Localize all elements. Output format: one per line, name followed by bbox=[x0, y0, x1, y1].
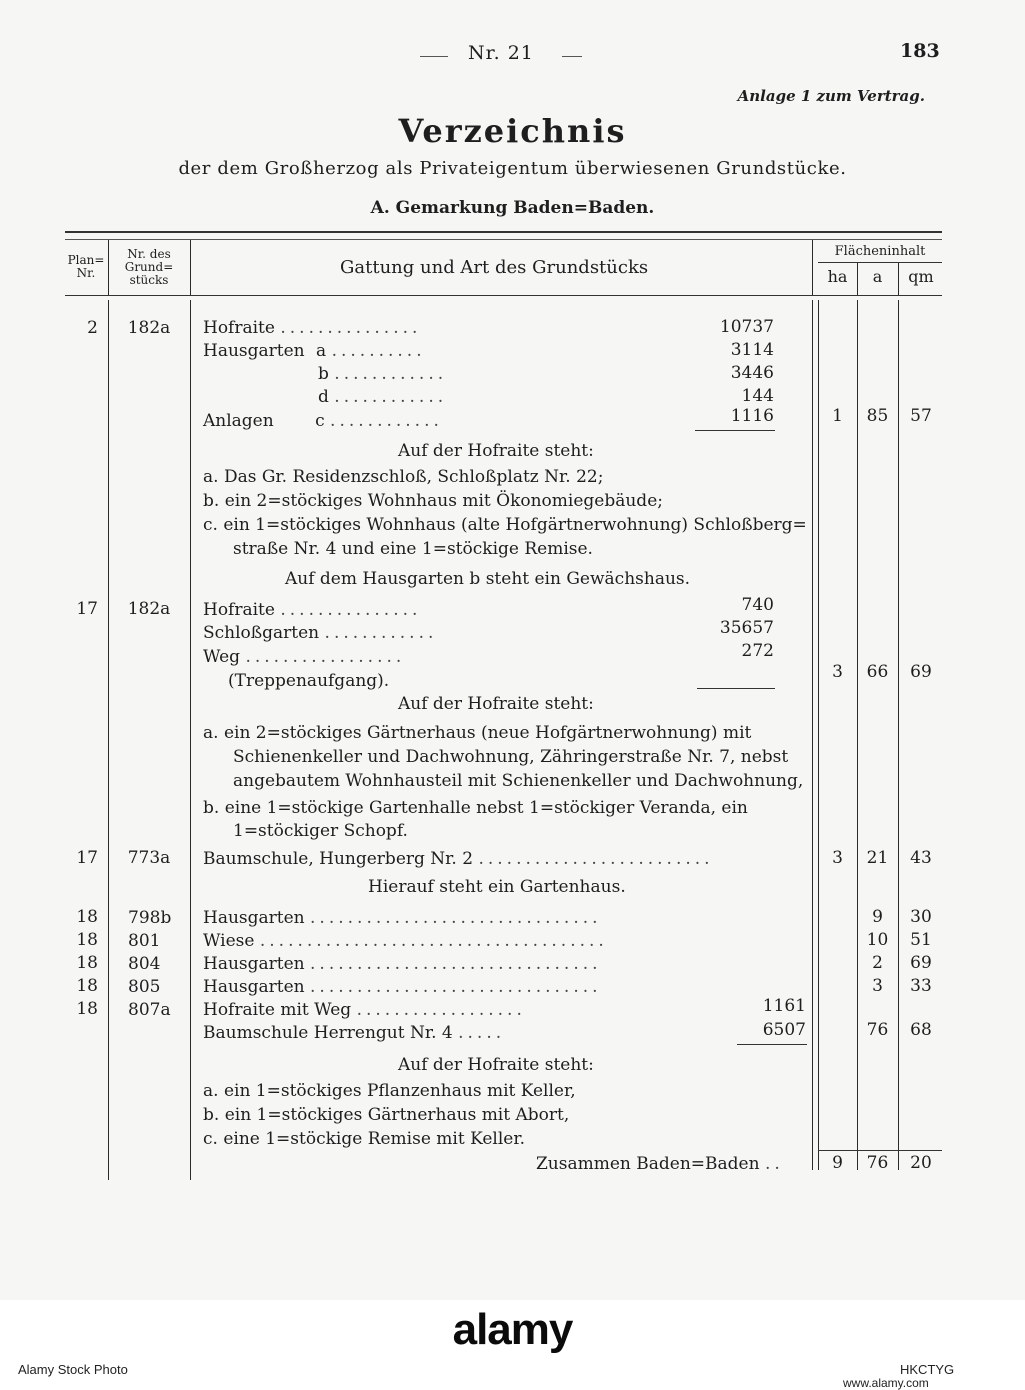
g2-sum-rule bbox=[697, 688, 775, 689]
header-ha: ha bbox=[827, 267, 848, 286]
small-row-1: Hausgarten ............................... bbox=[203, 908, 602, 928]
g2-row-1: Hofraite ............... bbox=[203, 600, 422, 620]
g3-qm: 43 bbox=[910, 848, 932, 868]
g1-row-3: b ............ bbox=[318, 364, 448, 384]
page-subtitle: der dem Großherzog als Privateigentum überwiesenen Grundstücke. bbox=[178, 158, 847, 179]
g2-note-b: b. eine 1=stöckige Gartenhalle nebst 1=stöckiger Veranda, ein bbox=[203, 798, 748, 818]
g1-note-c2: straße Nr. 4 und eine 1=stöckige Remise. bbox=[233, 539, 593, 559]
header-dash-left bbox=[420, 56, 448, 57]
g1-value-4: 144 bbox=[741, 386, 774, 406]
g2-note-a: a. ein 2=stöckiges Gärtnerhaus (neue Hofgärtnerwohnung) mit bbox=[203, 723, 752, 743]
g1-value-2: 3114 bbox=[730, 340, 774, 360]
g2-value-1: 740 bbox=[741, 595, 774, 615]
small-row-1-plan: 18 bbox=[76, 907, 98, 927]
small-row-1-qm: 30 bbox=[910, 907, 932, 927]
g4-value-1: 1161 bbox=[762, 996, 806, 1016]
g4-row-1: Hofraite mit Weg .................. bbox=[203, 1000, 526, 1020]
g4-plan: 18 bbox=[76, 999, 98, 1019]
small-row-2: Wiese ..................................... bbox=[203, 931, 608, 951]
col-divider-nr-body bbox=[190, 300, 191, 1180]
table-header-rule bbox=[65, 295, 942, 296]
g2-ha: 3 bbox=[832, 662, 843, 682]
g1-row-2: Hausgarten a .......... bbox=[203, 341, 426, 361]
small-row-2-plan: 18 bbox=[76, 930, 98, 950]
g1-a: 85 bbox=[866, 406, 889, 426]
header-a: a bbox=[872, 267, 883, 286]
g4-note-c: c. eine 1=stöckige Remise mit Keller. bbox=[203, 1129, 525, 1149]
col-divider-gattung-body-2 bbox=[818, 300, 819, 1170]
g1-value-3: 3446 bbox=[730, 363, 774, 383]
small-row-3-qm: 69 bbox=[910, 953, 932, 973]
g1-row-4: d ............ bbox=[318, 387, 448, 407]
g1-note-head: Auf der Hofraite steht: bbox=[398, 441, 594, 461]
small-row-2-a: 10 bbox=[866, 930, 889, 950]
g4-row-2: Baumschule Herrengut Nr. 4 ..... bbox=[203, 1023, 506, 1043]
g4-sum-rule bbox=[737, 1044, 807, 1045]
stock-label: Alamy Stock Photo bbox=[18, 1362, 128, 1377]
g4-note-b: b. ein 1=stöckiges Gärtnerhaus mit Abort, bbox=[203, 1105, 570, 1125]
header-dash-right bbox=[562, 56, 582, 57]
small-row-4: Hausgarten ............................... bbox=[203, 977, 602, 997]
image-id: HKCTYG bbox=[900, 1362, 955, 1377]
col-divider-plan bbox=[108, 240, 109, 295]
small-row-4-a: 3 bbox=[872, 976, 883, 996]
small-row-3-plan: 18 bbox=[76, 953, 98, 973]
g4-nr: 807a bbox=[128, 1000, 171, 1020]
g4-qm: 68 bbox=[910, 1020, 932, 1040]
header-flaeche: Flächeninhalt bbox=[834, 244, 926, 259]
g1-note-2: Auf dem Hausgarten b steht ein Gewächshaus. bbox=[285, 569, 691, 589]
small-row-4-nr: 805 bbox=[128, 977, 161, 997]
col-divider-gattung bbox=[812, 240, 813, 295]
g2-value-2: 35657 bbox=[719, 618, 774, 638]
g1-plan: 2 bbox=[87, 318, 98, 338]
small-row-4-qm: 33 bbox=[910, 976, 932, 996]
watermark-logo: alamy bbox=[452, 1305, 573, 1354]
g3-row: Baumschule, Hungerberg Nr. 2 ......................... bbox=[203, 849, 714, 869]
total-rule bbox=[818, 1150, 942, 1151]
header-grundstueck: Nr. des Grund= stücks bbox=[124, 247, 174, 287]
g4-a: 76 bbox=[866, 1020, 889, 1040]
total-row: Zusammen Baden=Baden .. bbox=[536, 1154, 784, 1174]
g4-value-2: 6507 bbox=[762, 1020, 806, 1040]
g1-note-a: a. Das Gr. Residenzschloß, Schloßplatz Nr. 22; bbox=[203, 467, 604, 487]
col-divider-gattung-body bbox=[812, 300, 813, 1170]
g2-row-2: Schloßgarten ............ bbox=[203, 623, 438, 643]
total-ha: 9 bbox=[832, 1153, 843, 1173]
page-title: Verzeichnis bbox=[398, 112, 627, 150]
g2-a: 66 bbox=[866, 662, 889, 682]
g1-row-1: Hofraite ............... bbox=[203, 318, 422, 338]
g1-row-5: Anlagen c ............ bbox=[203, 411, 443, 431]
g1-note-b: b. ein 2=stöckiges Wohnhaus mit Ökonomiegebäude; bbox=[203, 491, 663, 511]
g2-note-head: Auf der Hofraite steht: bbox=[398, 694, 594, 714]
g3-note: Hierauf steht ein Gartenhaus. bbox=[368, 877, 626, 897]
g1-ha: 1 bbox=[832, 406, 843, 426]
g3-plan: 17 bbox=[76, 848, 98, 868]
g1-qm: 57 bbox=[910, 406, 932, 426]
small-row-3-nr: 804 bbox=[128, 954, 161, 974]
small-row-2-qm: 51 bbox=[910, 930, 932, 950]
flaeche-subheader-rule bbox=[818, 262, 942, 263]
header-qm: qm bbox=[908, 267, 934, 286]
stock-url: www.alamy.com bbox=[843, 1376, 929, 1390]
small-row-3-a: 2 bbox=[872, 953, 883, 973]
g2-nr: 182a bbox=[127, 599, 171, 619]
table-top-rule bbox=[65, 231, 942, 240]
g2-plan: 17 bbox=[76, 599, 98, 619]
header-gattung: Gattung und Art des Grundstücks bbox=[340, 257, 649, 278]
total-qm: 20 bbox=[910, 1153, 932, 1173]
g4-note-head: Auf der Hofraite steht: bbox=[398, 1055, 594, 1075]
small-row-4-plan: 18 bbox=[76, 976, 98, 996]
g1-nr: 182a bbox=[127, 318, 171, 338]
g2-value-3: 272 bbox=[741, 641, 774, 661]
g1-note-c: c. ein 1=stöckiges Wohnhaus (alte Hofgärtnerwohnung) Schloßberg= bbox=[203, 515, 807, 535]
small-row-1-nr: 798b bbox=[128, 908, 172, 928]
g1-value-1: 10737 bbox=[719, 317, 774, 337]
g4-note-a: a. ein 1=stöckiges Pflanzenhaus mit Keller, bbox=[203, 1081, 576, 1101]
g2-qm: 69 bbox=[910, 662, 932, 682]
section-heading: A. Gemarkung Baden=Baden. bbox=[370, 198, 655, 218]
small-row-2-nr: 801 bbox=[128, 931, 161, 951]
g2-note-a3: angebautem Wohnhausteil mit Schienenkeller und Dachwohnung, bbox=[233, 771, 804, 791]
col-divider-plan-body bbox=[108, 300, 109, 1180]
annex-label: Anlage 1 zum Vertrag. bbox=[737, 87, 925, 105]
g1-sum-rule bbox=[695, 430, 775, 431]
g2-note-a2: Schienenkeller und Dachwohnung, Zähringerstraße Nr. 7, nebst bbox=[233, 747, 789, 767]
g1-value-5: 1116 bbox=[730, 406, 774, 426]
col-divider-nr bbox=[190, 240, 191, 295]
page-number: 183 bbox=[900, 40, 940, 62]
small-row-3: Hausgarten ............................... bbox=[203, 954, 602, 974]
g2-row-4: (Treppenaufgang). bbox=[228, 671, 390, 691]
total-a: 76 bbox=[866, 1153, 889, 1173]
header-plan: Plan= Nr. bbox=[67, 253, 105, 280]
g2-row-3: Weg ................. bbox=[203, 647, 406, 667]
issue-number: Nr. 21 bbox=[468, 42, 534, 64]
g3-ha: 3 bbox=[832, 848, 843, 868]
g3-a: 21 bbox=[866, 848, 889, 868]
g3-nr: 773a bbox=[127, 848, 171, 868]
small-row-1-a: 9 bbox=[872, 907, 883, 927]
g2-note-b2: 1=stöckiger Schopf. bbox=[233, 821, 408, 841]
